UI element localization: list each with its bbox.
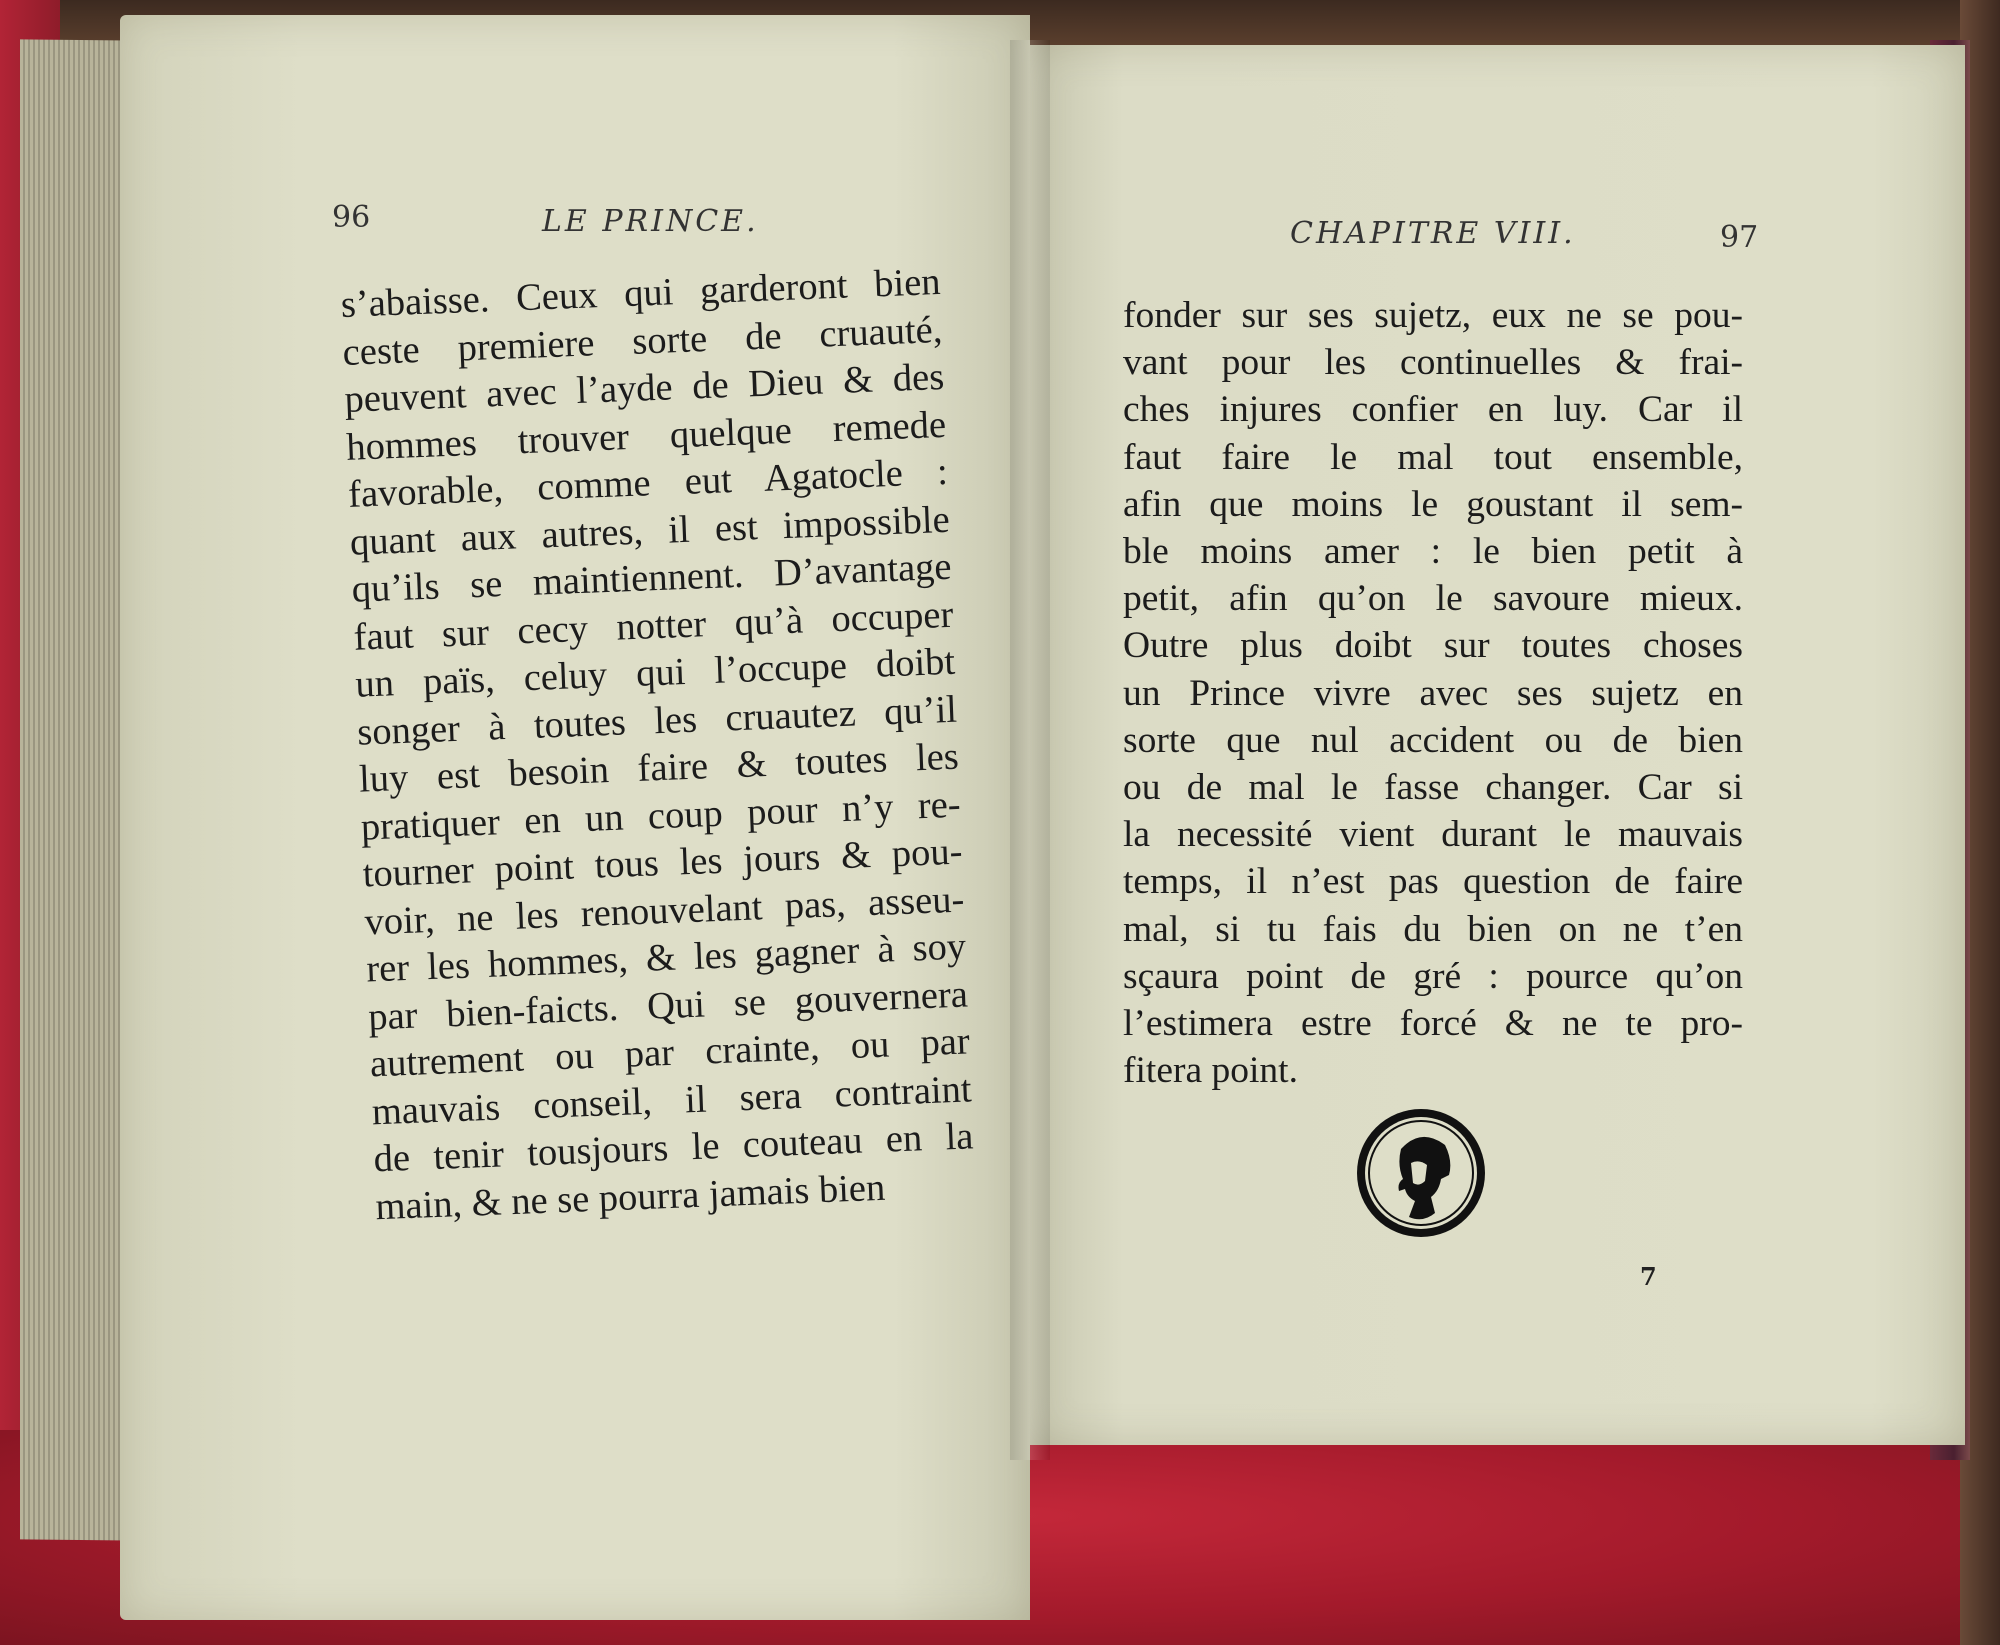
text-line: un païs, celuy qui l’occupe doibt: [354, 640, 956, 706]
text-line: Outre plus doibt sur toutes choses: [1123, 625, 1743, 667]
text-line: mal, si tu fais du bien on ne t’en: [1123, 908, 1743, 950]
text-line: faut faire le mal tout ensemble,: [1123, 436, 1743, 478]
text-line: afin que moins le goustant il sem-: [1123, 483, 1743, 525]
text-line: ches injures confier en luy. Car il: [1123, 389, 1743, 431]
text-line: hommes trouver quelque remede: [345, 403, 947, 469]
text-line: faut sur cecy notter qu’à occuper: [352, 593, 955, 659]
text-line: ceste premiere sorte de cruauté,: [341, 308, 944, 374]
text-line: s’abaisse. Ceux qui garderont bien: [340, 260, 942, 326]
text-line: fonder sur ses sujetz, eux ne se pou-: [1123, 295, 1743, 336]
text-line: l’estimera estre forcé & ne te pro-: [1123, 1003, 1743, 1045]
text-line: ou de mal le fasse changer. Car si: [1123, 767, 1743, 809]
text-line: un Prince vivre avec ses sujetz en: [1123, 672, 1743, 714]
text-line: qu’ils se maintiennent. D’avantage: [351, 545, 953, 611]
text-line: sçaura point de gré : pource qu’on: [1123, 955, 1743, 997]
text-line: temps, il n’est pas question de faire: [1123, 861, 1743, 903]
right-page-number: 97: [1720, 220, 1759, 255]
right-running-head: CHAPITRE VIII.: [1290, 216, 1576, 251]
text-line: favorable, comme eut Agatocle :: [347, 450, 949, 516]
text-line: petit, afin qu’on le savoure mieux.: [1123, 578, 1743, 620]
text-line: rer les hommes, & les gagner à soy: [365, 925, 967, 991]
right-page-text: [1123, 292, 1743, 1094]
book-gutter: [1010, 40, 1050, 1460]
text-line: main, & ne se pourra jamais bien: [374, 1166, 886, 1228]
signature-mark: 7: [1640, 1262, 1657, 1291]
left-running-head: LE PRINCE.: [542, 204, 759, 239]
left-page-number: 96: [332, 200, 371, 235]
text-line: mauvais conseil, il sera contraint: [371, 1067, 973, 1133]
text-line: vant pour les continuelles & frai-: [1123, 342, 1743, 384]
text-line: quant aux autres, il est impossible: [349, 498, 951, 564]
text-line: luy est besoin faire & toutes les: [358, 735, 960, 801]
text-line: fitera point.: [1123, 1050, 1298, 1092]
portrait-medallion-icon: [1353, 1105, 1489, 1241]
text-line: songer à toutes les cruautez qu’il: [356, 688, 958, 754]
text-line: la necessité vient durant le mauvais: [1123, 814, 1743, 856]
text-line: de tenir tousjours le couteau en la: [372, 1115, 975, 1181]
text-line: autrement ou par crainte, ou par: [369, 1020, 971, 1086]
text-line: peuvent avec l’ayde de Dieu & des: [343, 355, 945, 421]
text-line: pratiquer en un coup pour n’y re-: [360, 783, 962, 849]
text-line: ble moins amer : le bien petit à: [1123, 531, 1743, 573]
text-line: tourner point tous les jours & pou-: [361, 830, 964, 896]
text-line: sorte que nul accident ou de bien: [1123, 719, 1743, 761]
text-line: voir, ne les renouvelant pas, asseu-: [363, 878, 965, 944]
left-page-text: [340, 259, 976, 1231]
text-line: par bien-faicts. Qui se gouvernera: [367, 972, 969, 1038]
